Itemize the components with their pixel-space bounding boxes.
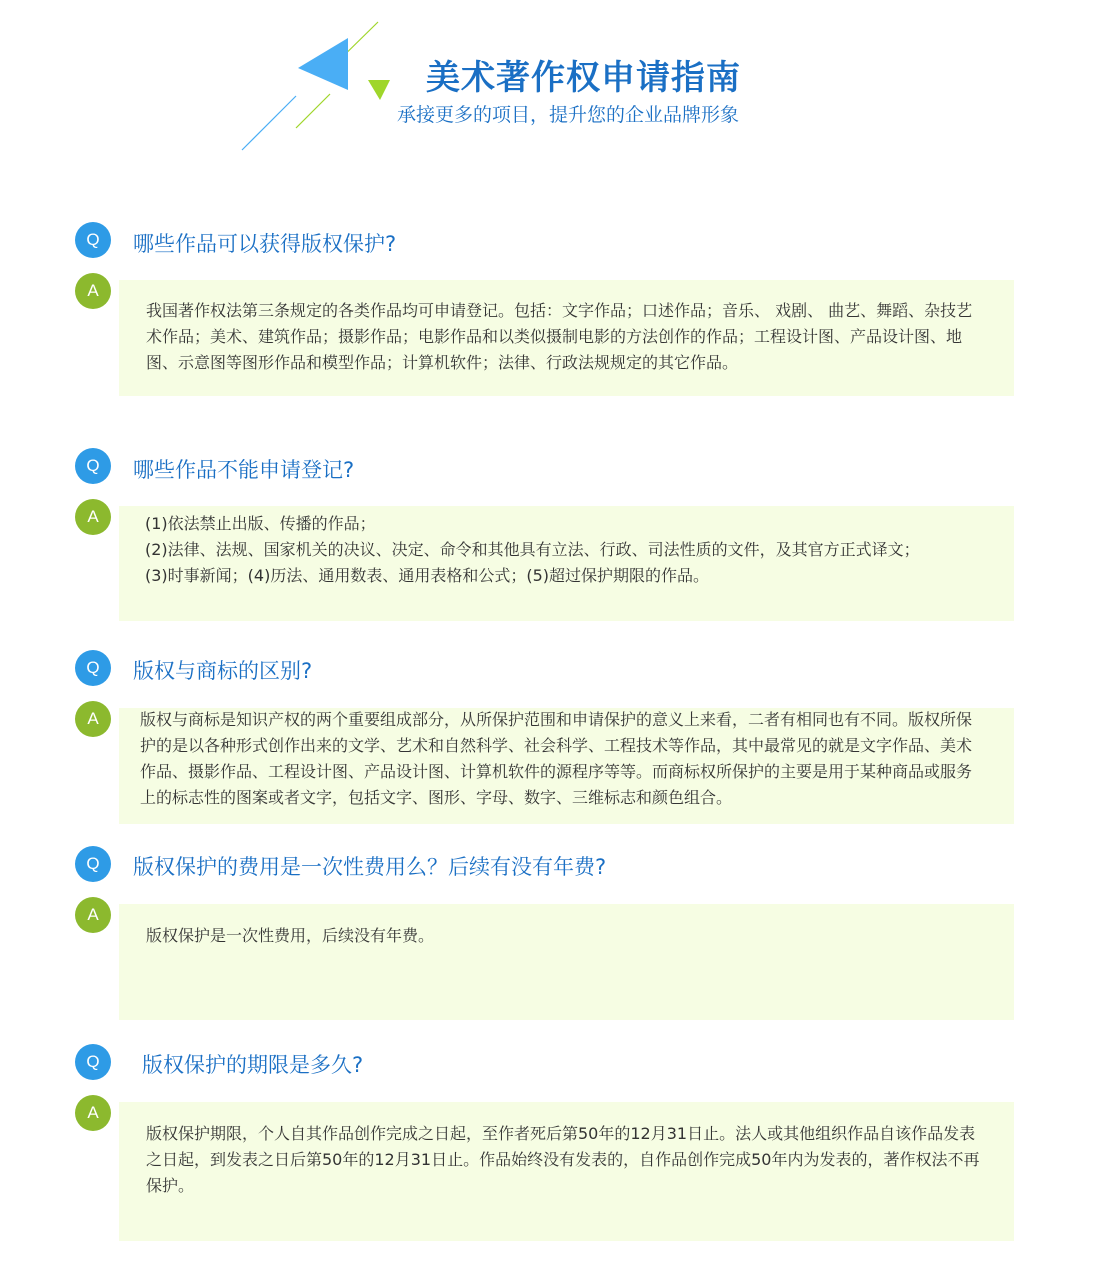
faq-question-1: 哪些作品可以获得版权保护? xyxy=(133,232,397,256)
a-badge-icon: A xyxy=(75,1095,111,1131)
faq-answer-1: 我国著作权法第三条规定的各类作品均可申请登记。包括：文字作品；口述作品；音乐、 戏剧、 曲艺、舞蹈、杂技艺术作品；美术、建筑作品；摄影作品；电影作品和以类似摄制电影的方法创作的作品；工程设计图、产品设计图、地图、示意图等图形作品和模型作品；计算机软件；法律、行政法规规定的其它作品。 xyxy=(146,301,973,372)
faq-answer-5: 版权保护期限，个人自其作品创作完成之日起，至作者死后第50年的12月31日止。法人或其他组织作品自该作品发表之日起，到发表之日后第50年的12月31日止。作品始终没有发表的，自作品创作完成50年内为发表的，著作权法不再保护。 xyxy=(146,1124,980,1195)
q-badge-icon: Q xyxy=(75,448,111,484)
faq-answer-2-line-1: (1)依法禁止出版、传播的作品； xyxy=(145,514,376,533)
q-badge-icon: Q xyxy=(75,222,111,258)
faq-question-4: 版权保护的费用是一次性费用么？后续有没有年费? xyxy=(133,855,607,879)
page-subtitle: 承接更多的项目，提升您的企业品牌形象 xyxy=(397,104,740,126)
faq-answer-2-line-2: (2)法律、法规、国家机关的决议、决定、命令和其他具有立法、行政、司法性质的文件，及其官方正式译文； xyxy=(145,540,920,559)
faq-answer-2 xyxy=(145,511,985,589)
faq-answer-3: 版权与商标是知识产权的两个重要组成部分，从所保护范围和申请保护的意义上来看，二者有相同也有不同。版权所保护的是以各种形式创作出来的文学、艺术和自然科学、社会科学、工程技术等作品，其中最常见的就是文字作品、美术作品、摄影作品、工程设计图、产品设计图、计算机软件的源程序等等。而商标权所保护的主要是用于某种商品或服务上的标志性的图案或者文字，包括文字、图形、字母、数字、三维标志和颜色组合。 xyxy=(140,710,973,807)
faq-answer-box-4 xyxy=(119,904,1014,1020)
faq-question-2: 哪些作品不能申请登记? xyxy=(133,458,355,482)
a-badge-icon: A xyxy=(75,499,111,535)
faq-answer-2-line-3: (3)时事新闻；(4)历法、通用数表、通用表格和公式；(5)超过保护期限的作品。 xyxy=(145,566,709,585)
q-badge-icon: Q xyxy=(75,650,111,686)
faq-question-3: 版权与商标的区别? xyxy=(133,659,313,683)
triangle-decoration-icon xyxy=(230,18,400,158)
page-header xyxy=(0,0,1110,170)
a-badge-icon: A xyxy=(75,897,111,933)
faq-question-5: 版权保护的期限是多久? xyxy=(142,1053,364,1077)
page-title: 美术著作权申请指南 xyxy=(426,58,741,98)
a-badge-icon: A xyxy=(75,273,111,309)
q-badge-icon: Q xyxy=(75,1044,111,1080)
a-badge-icon: A xyxy=(75,701,111,737)
faq-answer-4: 版权保护是一次性费用，后续没有年费。 xyxy=(146,926,435,945)
q-badge-icon: Q xyxy=(75,846,111,882)
